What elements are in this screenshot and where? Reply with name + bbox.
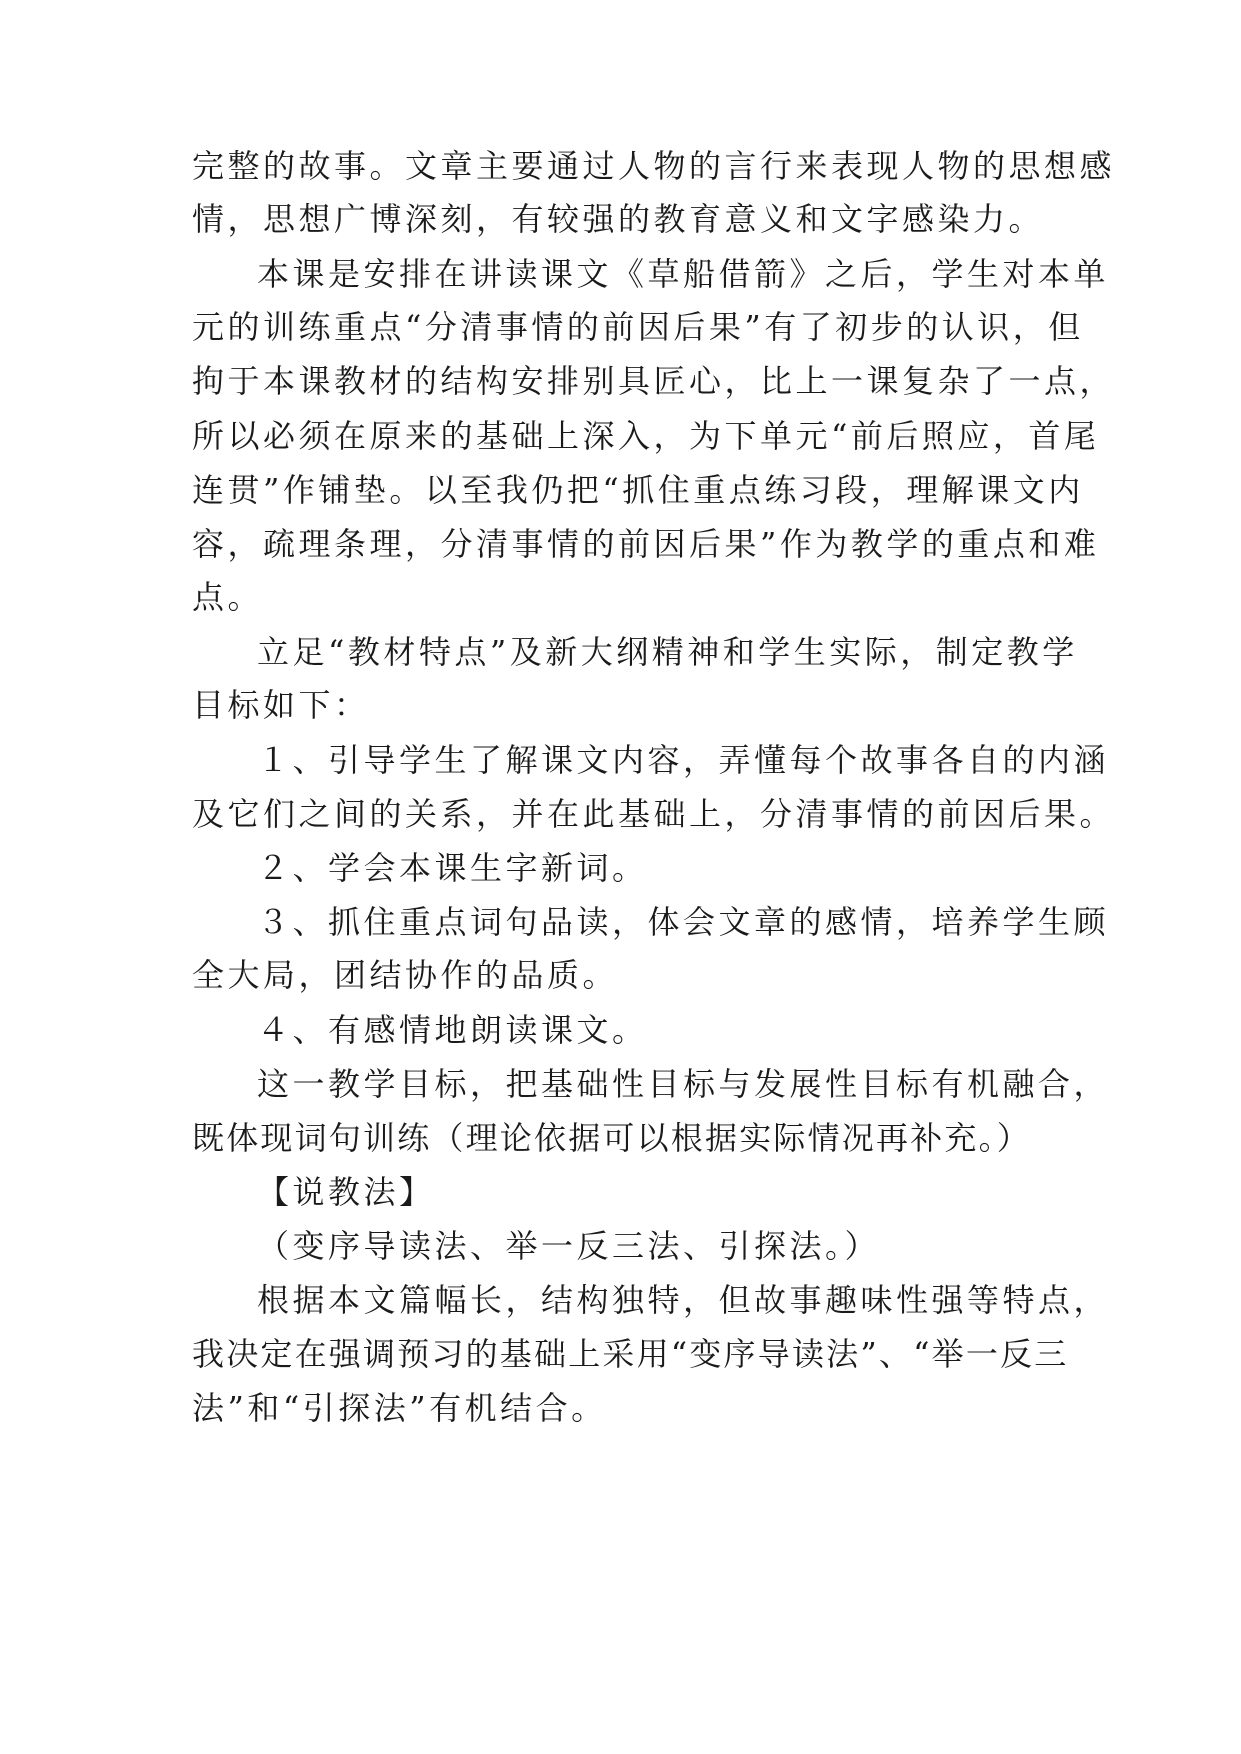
method-list-line: （变序导读法、举一反三法、引探法。） <box>257 1227 881 1265</box>
text-line: 法”和“引探法”有机结合。 <box>192 1389 607 1427</box>
paragraph-first-line: 这一教学目标，把基础性目标与发展性目标有机融合， <box>257 1065 1110 1103</box>
text-line: 全大局，团结协作的品质。 <box>192 956 619 994</box>
text-line: 目标如下： <box>192 686 370 724</box>
text-line: 容，疏理条理，分清事情的前因后果”作为教学的重点和难 <box>192 525 1100 563</box>
text-line: 所以必须在原来的基础上深入，为下单元“前后照应，首尾 <box>192 417 1100 455</box>
list-item-4-line: ４、有感情地朗读课文。 <box>257 1011 648 1049</box>
text-line: 点。 <box>192 578 264 616</box>
paragraph-first-line: 立足“教材特点”及新大纲精神和学生实际，制定教学 <box>257 633 1078 671</box>
text-line: 元的训练重点“分清事情的前因后果”有了初步的认识，但 <box>192 308 1084 346</box>
paragraph-first-line: 本课是安排在讲读课文《草船借箭》之后，学生对本单 <box>257 255 1110 293</box>
section-heading: 【说教法】 <box>257 1173 435 1211</box>
text-line: 完整的故事。文章主要通过人物的言行来表现人物的思想感 <box>192 147 1116 185</box>
list-item-3-line: ３、抓住重点词句品读，体会文章的感情，培养学生顾 <box>257 903 1110 941</box>
text-line: 连贯”作铺垫。以至我仍把“抓住重点练习段，理解课文内 <box>192 471 1084 509</box>
text-line: 拘于本课教材的结构安排别具匠心，比上一课复杂了一点， <box>192 362 1116 400</box>
text-line: 我决定在强调预习的基础上采用“变序导读法”、“举一反三 <box>192 1335 1069 1373</box>
paragraph-first-line: 根据本文篇幅长，结构独特，但故事趣味性强等特点， <box>257 1281 1110 1319</box>
text-line: 情，思想广博深刻，有较强的教育意义和文字感染力。 <box>192 200 1045 238</box>
list-item-1-line: １、引导学生了解课文内容，弄懂每个故事各自的内涵 <box>257 741 1110 779</box>
text-line: 既体现词句训练（理论依据可以根据实际情况再补充。） <box>192 1119 1032 1157</box>
text-line: 及它们之间的关系，并在此基础上，分清事情的前因后果。 <box>192 795 1116 833</box>
list-item-2-line: ２、学会本课生字新词。 <box>257 849 648 887</box>
